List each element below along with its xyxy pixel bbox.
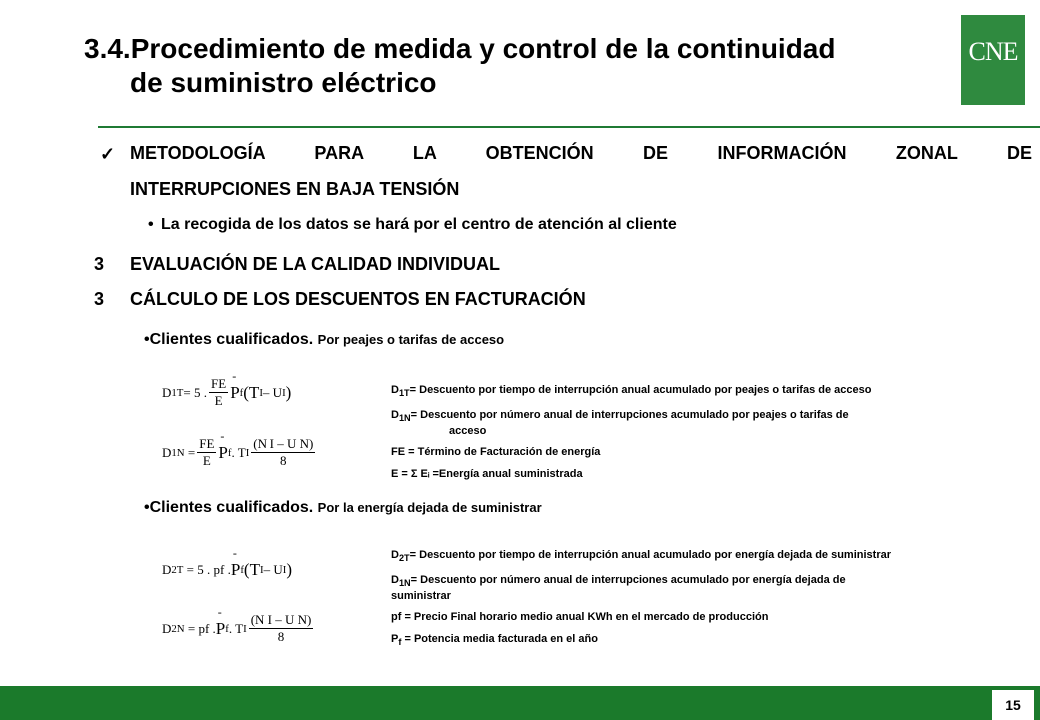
section-1-line-2: INTERRUPCIONES EN BAJA TENSIÓN [130, 179, 460, 199]
definition-pf-power: $P_f$ = Potencia media facturada en el año [391, 633, 598, 648]
checkmark-icon: ✓ [100, 144, 116, 164]
cne-logo: CNE [961, 15, 1025, 105]
group-a-heading-sub: Por peajes o tarifas de acceso [317, 332, 505, 347]
group-a-heading-main: •Clientes cualificados. [144, 331, 314, 348]
group-a-definitions [391, 384, 1031, 481]
group-b-heading-sub: Por la energía dejada de suministrar [317, 500, 542, 515]
title-line-2: de suministro eléctrico [130, 67, 437, 98]
group-b-definitions [391, 549, 1031, 650]
section-1-bullet-text: La recogida de los datos se hará por el centro de atención al cliente [161, 216, 677, 233]
formula-d2n: D 2N = pf . - P f . T I $\frac{\text{(N I – U N)}}{8}$ [162, 612, 315, 645]
title-divider [98, 126, 1040, 128]
numbered-marker-icon: 3 [94, 254, 105, 274]
numbered-marker-icon: 3 [94, 289, 105, 309]
group-b-heading-main: •Clientes cualificados. [144, 499, 314, 516]
formula-d1t: D 1T = 5 . $\frac{FE}{E}$ - P f (T I – U I ) [162, 376, 291, 409]
definition-e: E = Σ Eᵢ =Energía anual suministrada [391, 468, 583, 481]
formula-d2t: D 2T = 5 . pf . - P f (T I – U I ) [162, 560, 292, 580]
definition-d1n: $D_{1N}=$ Descuento por número anual de interrupciones acumulado por peajes o tarifas de acceso [391, 409, 849, 438]
definition-d1t: $D_{1T}=$ Descuento por tiempo de interrupción anual acumulado por peajes o tarifas de acceso [391, 384, 872, 399]
section-2-heading: EVALUACIÓN DE LA CALIDAD INDIVIDUAL [130, 254, 500, 274]
definition-d2t: $D_{2T}=$ Descuento por tiempo de interrupción anual acumulado por energía dejada de suministrar [391, 549, 891, 564]
footer-bar [0, 686, 1040, 720]
definition-fe: FE = Término de Facturación de energía [391, 446, 601, 459]
formula-d1n: D 1N = $\frac{FE}{E}$ - P f . T I $\frac{\text{(N I – U N)}}{8}$ [162, 436, 317, 469]
section-1-line-1: METODOLOGÍA PARA LA OBTENCIÓN DE INFORMACIÓN ZONAL DE [130, 143, 1032, 163]
page-number: 15 [992, 690, 1034, 720]
title-line-1: 3.4.Procedimiento de medida y control de la continuidad [84, 33, 836, 64]
section-3-heading: CÁLCULO DE LOS DESCUENTOS EN FACTURACIÓN [130, 289, 586, 309]
group-a-heading [144, 331, 504, 349]
definition-pf: pf = Precio Final horario medio anual KWh en el mercado de producción [391, 611, 769, 624]
group-b-heading [144, 499, 542, 517]
slide-title [84, 32, 944, 100]
bullet-icon: • [148, 216, 154, 233]
definition-d1n-energy: $D_{1N}=$ Descuento por número anual de interrupciones acumulado por energía dejada de suministrar [391, 574, 846, 603]
